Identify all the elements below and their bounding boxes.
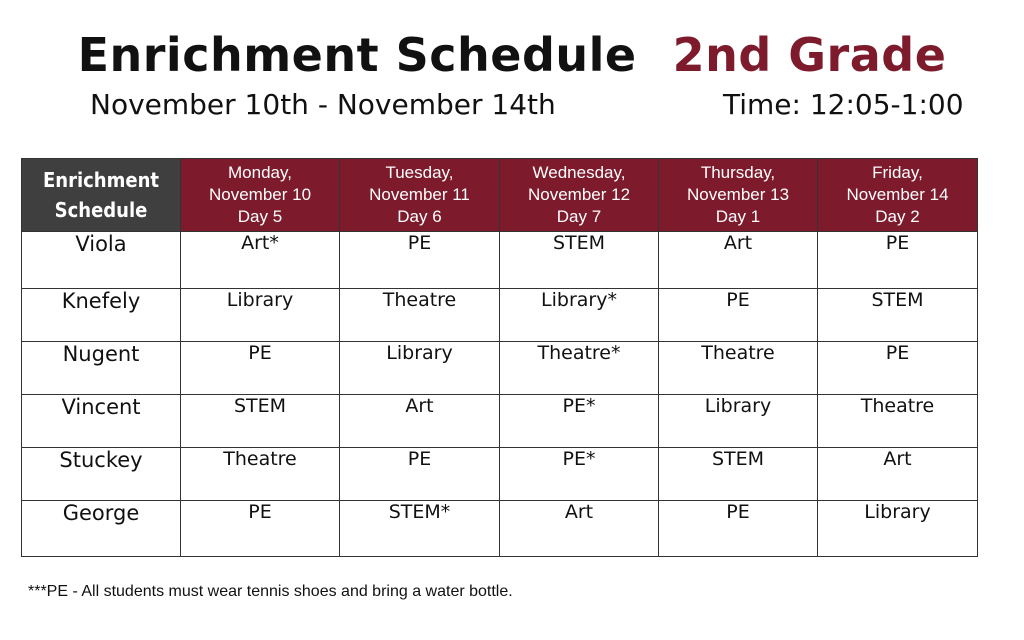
table-row [22,395,978,448]
corner-header [22,159,181,232]
schedule-cell: Library [340,342,500,395]
schedule-cell: Art [659,232,818,289]
schedule-cell: Theatre [181,448,340,501]
schedule-cell: STEM [818,289,978,342]
schedule-cell: PE [181,342,340,395]
table-row [22,342,978,395]
schedule-cell: Library [818,501,978,557]
table-row [22,501,978,557]
pe-footnote: ***PE - All students must wear tennis shoes and bring a water bottle. [28,583,513,600]
day-weekday: Wednesday, [532,163,626,182]
schedule-cell: PE* [500,448,659,501]
teacher-name: Vincent [22,395,181,448]
schedule-cell: Theatre [659,342,818,395]
table-row [22,289,978,342]
day-date: November 12 [527,185,631,204]
schedule-cell: Theatre* [500,342,659,395]
schedule-cell: STEM* [340,501,500,557]
schedule-cell: Library* [500,289,659,342]
day-date: November 13 [686,185,790,204]
day-header-wednesday [500,159,659,232]
date-range: November 10th - November 14th [90,88,556,121]
day-header-friday [818,159,978,232]
schedule-table [21,158,978,557]
schedule-cell: Theatre [340,289,500,342]
schedule-cell: Library [181,289,340,342]
schedule-cell: PE [181,501,340,557]
schedule-cell: PE [659,501,818,557]
day-date: November 10 [208,185,312,204]
teacher-name: George [22,501,181,557]
schedule-cell: Theatre [818,395,978,448]
day-header-monday [181,159,340,232]
corner-header-line2: Schedule [54,198,148,222]
day-weekday: Thursday, [700,163,776,182]
teacher-name: Knefely [22,289,181,342]
day-number: Day 5 [237,207,283,226]
teacher-name: Stuckey [22,448,181,501]
day-number: Day 7 [556,207,602,226]
schedule-cell: PE [340,448,500,501]
day-header-thursday [659,159,818,232]
day-date: November 11 [369,185,470,204]
table-row [22,232,978,289]
day-number: Day 2 [875,207,920,226]
day-header-tuesday [340,159,500,232]
teacher-name: Viola [22,232,181,289]
schedule-cell: PE [818,232,978,289]
schedule-cell: PE [659,289,818,342]
table-row [22,448,978,501]
day-weekday: Tuesday, [385,163,454,182]
grade-label: 2nd Grade [672,28,947,82]
schedule-cell: STEM [500,232,659,289]
schedule-cell: Library [659,395,818,448]
teacher-name: Nugent [22,342,181,395]
day-weekday: Monday, [228,163,292,182]
schedule-cell: Art [500,501,659,557]
schedule-cell: PE [818,342,978,395]
schedule-cell: Art [818,448,978,501]
day-weekday: Friday, [872,163,923,182]
page-title [0,28,1024,82]
schedule-cell: PE* [500,395,659,448]
day-number: Day 1 [715,207,761,226]
day-number: Day 6 [397,207,442,226]
corner-header-line1: Enrichment [43,168,159,192]
schedule-cell: Art* [181,232,340,289]
time-label: Time: 12:05-1:00 [723,88,964,121]
day-date: November 14 [846,185,949,204]
schedule-cell: Art [340,395,500,448]
header-row [22,159,978,232]
schedule-title: Enrichment Schedule [77,28,637,82]
schedule-cell: PE [340,232,500,289]
schedule-cell: STEM [659,448,818,501]
schedule-cell: STEM [181,395,340,448]
